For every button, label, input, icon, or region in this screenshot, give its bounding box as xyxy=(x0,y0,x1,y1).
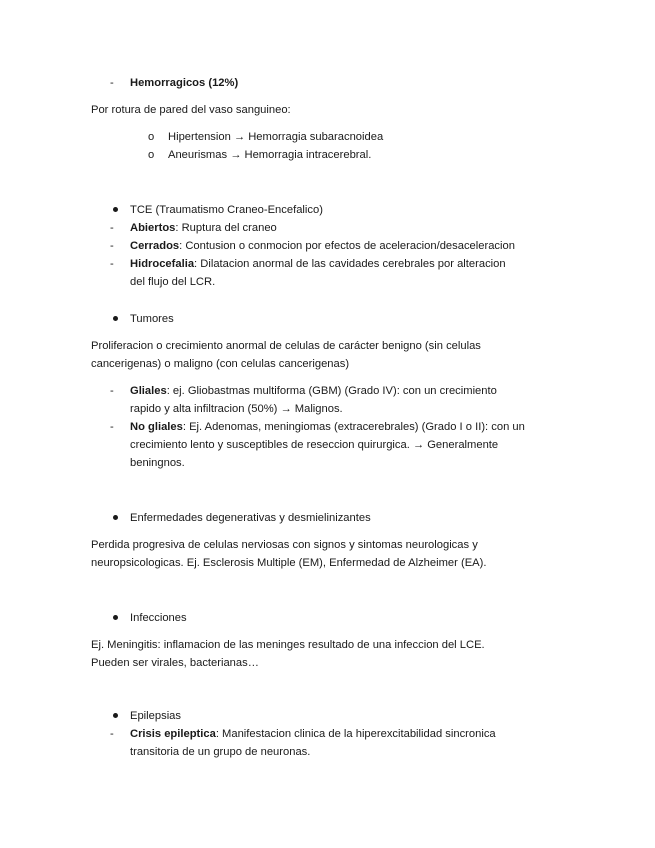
epilepsias-item-continuation: transitoria de un grupo de neuronas. xyxy=(130,746,311,758)
arrow-right-icon: → xyxy=(230,149,242,161)
tce-heading: TCE (Traumatismo Craneo-Encefalico) xyxy=(130,204,323,216)
dash-marker: - xyxy=(110,222,114,234)
dash-marker: - xyxy=(110,728,114,740)
epilepsias-heading: Epilepsias xyxy=(130,710,181,722)
bullet-icon xyxy=(113,615,118,620)
rotura-intro: Por rotura de pared del vaso sanguineo: xyxy=(91,104,291,116)
tumores-paragraph: cancerigenas) o maligno (con celulas cancerigenas) xyxy=(91,358,350,370)
tce-item-continuation: del flujo del LCR. xyxy=(130,276,216,288)
infecciones-paragraph: Ej. Meningitis: inflamacion de las meninges resultado de una infeccion del LCE. xyxy=(91,639,485,651)
tumores-heading: Tumores xyxy=(130,313,174,325)
hemorragicos-heading: Hemorragicos (12%) xyxy=(130,77,239,89)
dash-marker: - xyxy=(110,77,114,89)
dash-marker: - xyxy=(110,240,114,252)
rotura-item: Aneurismas → Hemorragia intracerebral. xyxy=(168,149,372,161)
dash-marker: - xyxy=(110,421,114,433)
arrow-right-icon: → xyxy=(233,131,246,143)
tumores-item-continuation: beningnos. xyxy=(130,457,185,469)
bullet-icon xyxy=(113,316,118,321)
tumores-paragraph: Proliferacion o crecimiento anormal de celulas de carácter benigno (sin celulas xyxy=(91,340,481,352)
bullet-icon xyxy=(113,713,118,718)
bullet-icon xyxy=(113,207,118,212)
dash-marker: - xyxy=(110,385,114,397)
tumores-item-continuation: crecimiento lento y susceptibles de reseccion quirurgica. → Generalmente xyxy=(130,439,499,451)
degenerativas-paragraph: Perdida progresiva de celulas nerviosas con signos y sintomas neurologicas y xyxy=(91,539,478,551)
circle-marker: o xyxy=(148,131,155,143)
tumores-item: Gliales: ej. Gliobastmas multiforma (GBM) (Grado IV): con un crecimiento xyxy=(130,385,497,397)
epilepsias-item: Crisis epileptica: Manifestacion clinica de la hiperexcitabilidad sincronica xyxy=(130,728,496,740)
tce-item: Cerrados: Contusion o conmocion por efectos de aceleracion/desaceleracion xyxy=(130,240,515,252)
tumores-item: No gliales: Ej. Adenomas, meningiomas (extracerebrales) (Grado I o II): con un xyxy=(130,421,525,433)
bullet-icon xyxy=(113,515,118,520)
tce-item: Abiertos: Ruptura del craneo xyxy=(130,222,277,234)
circle-marker: o xyxy=(148,149,155,161)
tumores-item-continuation: rapido y alta infiltracion (50%) → Malignos. xyxy=(130,403,343,415)
infecciones-heading: Infecciones xyxy=(130,612,187,624)
dash-marker: - xyxy=(110,258,114,270)
degenerativas-heading: Enfermedades degenerativas y desmielinizantes xyxy=(130,512,371,524)
infecciones-paragraph: Pueden ser virales, bacterianas… xyxy=(91,657,259,669)
tce-item: Hidrocefalia: Dilatacion anormal de las cavidades cerebrales por alteracion xyxy=(130,258,506,270)
rotura-item: Hipertension → Hemorragia subaracnoidea xyxy=(168,131,384,143)
degenerativas-paragraph: neuropsicologicas. Ej. Esclerosis Multiple (EM), Enfermedad de Alzheimer (EA). xyxy=(91,557,487,569)
